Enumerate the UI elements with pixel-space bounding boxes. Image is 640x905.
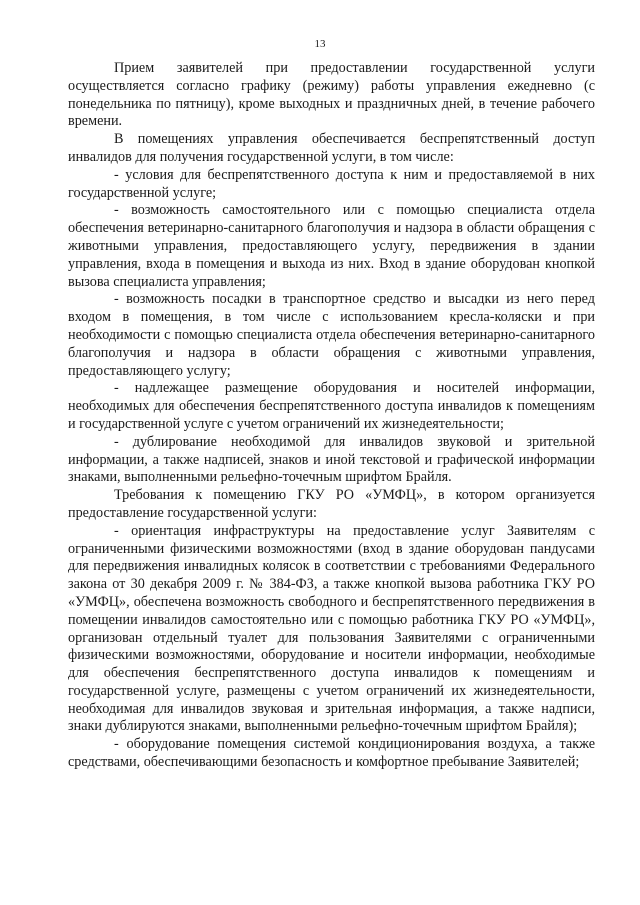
paragraph-reception-schedule: Прием заявителей при предоставлении государственной услуги осуществляется согласно графику (режиму) работы управления ежедневно (с понедельника по пятницу), кроме выходных и праздничных дней, в течение рабочего времени.: [68, 60, 595, 130]
list-item-movement-assistance: - возможность самостоятельного или с помощью специалиста отдела обеспечения ветеринарно-санитарного благополучия и надзора в области обращения с животными управления, предоставляющего услугу, передвижения в здании управления, входа в помещения и выхода из них. Вход в здание оборудован кнопкой вызова специалиста управления;: [68, 202, 595, 290]
list-item-access-conditions: - условия для беспрепятственного доступа к ним и предоставляемой в них государственной услуге;: [68, 166, 595, 201]
paragraph-accessibility-intro: В помещениях управления обеспечивается беспрепятственный доступ инвалидов для получения государственной услуги, в том числе:: [68, 131, 595, 165]
list-item-braille-duplication: - дублирование необходимой для инвалидов звуковой и зрительной информации, а также надписей, знаков и иной текстовой и графической информации знаками, выполненными рельефно-точечным шрифтом Брайля.: [68, 433, 595, 486]
page-number: 13: [314, 38, 326, 50]
list-item-infrastructure: - ориентация инфраструктуры на предоставление услуг Заявителям с ограниченными физическими возможностями (вход в здание оборудован пандусами для передвижения инвалидных колясок в соответствии с требованиями Федерального закона от 30 декабря 2009 г. № 384-ФЗ, а также кнопкой вызова работника ГКУ РО «УМФЦ», обеспечена возможность свободного и беспрепятственного передвижения в помещении инвалидов самостоятельно или с помощью работника ГКУ РО «УМФЦ», организован отдельный туалет для пользования Заявителями с ограниченными физическими возможностями, оборудование и носители информации, необходимые для обеспечения беспрепятственного доступа инвалидов к помещениям и государственной услуге, размещены с учетом ограничений их жизнедеятельности, необходимая для инвалидов звуковая и зрительная информация, а также надписи, знаки дублируются знаками, выполненными рельефно-точечным шрифтом Брайля);: [68, 522, 595, 735]
list-item-equipment-placement: - надлежащее размещение оборудования и носителей информации, необходимых для обеспечения беспрепятственного доступа инвалидов к помещениям и государственной услуге с учетом ограничений их жизнедеятельности;: [68, 380, 595, 432]
paragraph-umfc-requirements: Требования к помещению ГКУ РО «УМФЦ», в котором организуется предоставление государственной услуги:: [68, 487, 595, 521]
list-item-air-conditioning: - оборудование помещения системой кондиционирования воздуха, а также средствами, обеспечивающими безопасность и комфортное пребывание Заявителей;: [68, 736, 595, 771]
document-body: [68, 60, 595, 772]
list-item-transport-boarding: - возможность посадки в транспортное средство и высадки из него перед входом в помещения, в том числе с использованием кресла-коляски и при необходимости с помощью специалиста отдела обеспечения ветеринарно-санитарного благополучия и надзора в области обращения с животными управления, предоставляющего услугу;: [68, 291, 595, 379]
